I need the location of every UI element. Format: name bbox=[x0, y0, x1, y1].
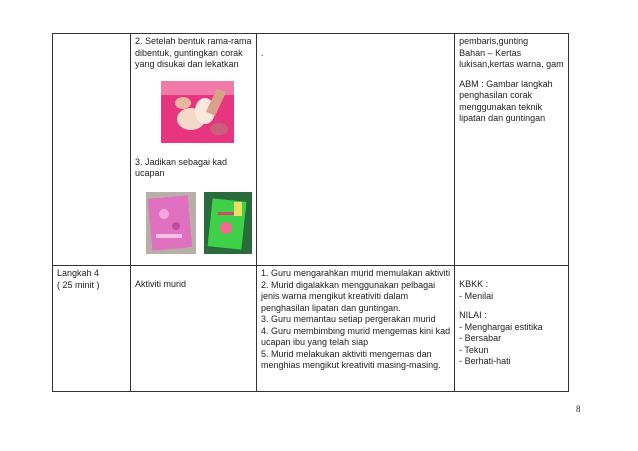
abm-line-4: lipatan dan guntingan bbox=[459, 113, 546, 123]
kbkk-heading: KBKK : bbox=[459, 279, 489, 289]
abm-line-3: menggunakan teknik bbox=[459, 101, 543, 112]
pink-card-photo bbox=[146, 192, 196, 254]
nilai-item-4: - Berhati-hati bbox=[459, 356, 511, 366]
activity-line-6: 4. Guru membimbing murid mengemas kini kad bbox=[261, 325, 451, 336]
materials-line-2: Bahan – Kertas bbox=[459, 47, 522, 58]
content-cell bbox=[131, 34, 257, 266]
notes-cell bbox=[455, 34, 569, 266]
activity-line-3: jenis warna mengikut kreativiti dalam bbox=[261, 291, 409, 301]
activity-cell bbox=[257, 34, 455, 266]
page-number: 8 bbox=[576, 404, 581, 414]
abm-line-1: ABM : Gambar langkah bbox=[459, 78, 553, 89]
step3-line-2: ucapan bbox=[135, 168, 165, 178]
content-label: Aktiviti murid bbox=[135, 279, 187, 289]
kbkk-item: - Menilai bbox=[459, 290, 494, 301]
activity-line-4: penghasilan lipatan dan guntingan. bbox=[261, 302, 401, 313]
activity-line-2: 2. Murid digalakkan menggunakan pelbagai bbox=[261, 279, 436, 290]
green-card-photo bbox=[204, 192, 252, 254]
abm-line-2: penghasilan corak bbox=[459, 90, 533, 100]
step-duration: ( 25 minit ) bbox=[57, 279, 100, 290]
step-cell bbox=[53, 34, 131, 266]
activity-dot: . bbox=[261, 48, 264, 58]
nilai-item-2: - Bersabar bbox=[459, 333, 502, 343]
activity-line-8: 5. Murid melakukan aktiviti mengemas dan bbox=[261, 348, 432, 359]
card-photos bbox=[146, 192, 252, 254]
lesson-plan-table bbox=[52, 33, 569, 392]
activity-line-5: 3. Guru memantau setiap pergerakan murid bbox=[261, 314, 436, 324]
step-label: Langkah 4 bbox=[57, 268, 100, 278]
notes-cell bbox=[455, 266, 569, 392]
materials-line-3: lukisan,kertas warna, gam bbox=[459, 59, 564, 69]
step-cell bbox=[53, 266, 131, 392]
content-cell bbox=[131, 266, 257, 392]
activity-line-9: menghias mengikut kreativiti masing-masing. bbox=[261, 360, 441, 370]
activity-cell bbox=[257, 266, 455, 392]
materials-line-1: pembaris,gunting bbox=[459, 36, 529, 46]
step2-line-2: dibentuk, guntingkan corak bbox=[135, 47, 243, 58]
nilai-heading: NILAI : bbox=[459, 310, 487, 320]
step2-line-3: yang disukai dan lekatkan bbox=[135, 59, 239, 69]
nilai-item-1: - Menghargai estitika bbox=[459, 321, 543, 332]
activity-line-1: 1. Guru mengarahkan murid memulakan aktiviti bbox=[261, 268, 451, 278]
cutting-photo bbox=[161, 81, 234, 143]
table-row bbox=[53, 34, 569, 266]
nilai-item-3: - Tekun bbox=[459, 344, 489, 355]
table-row bbox=[53, 266, 569, 392]
step3-line-1: 3. Jadikan sebagai kad bbox=[135, 156, 228, 167]
step2-line-1: 2. Setelah bentuk rama-rama bbox=[135, 36, 252, 46]
activity-line-7: ucapan ibu yang telah siap bbox=[261, 337, 369, 347]
